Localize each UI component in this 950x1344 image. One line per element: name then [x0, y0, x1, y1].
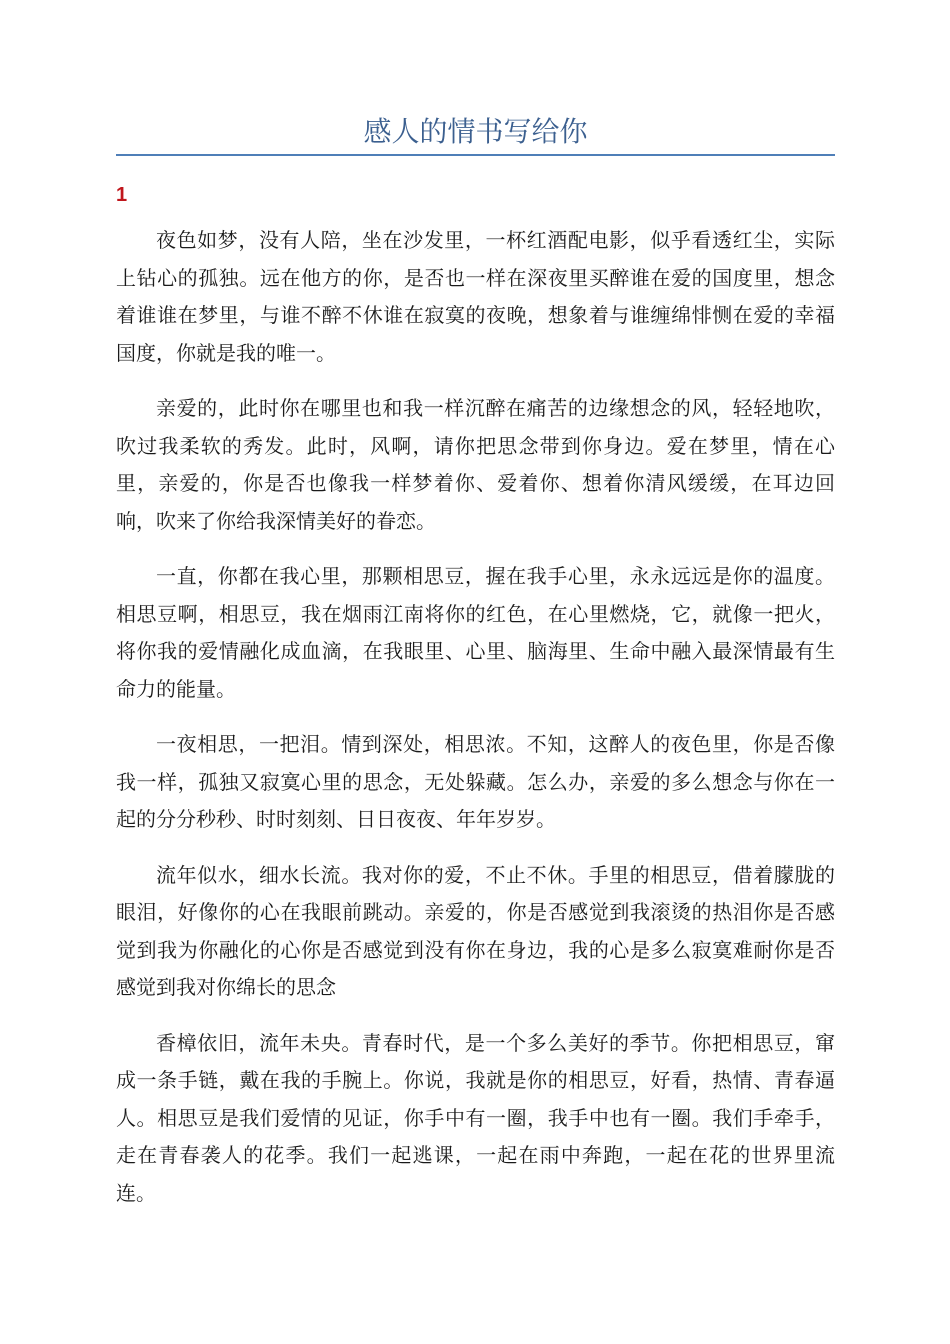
section-number: 1 — [116, 184, 128, 206]
paragraph-4: 一夜相思，一把泪。情到深处，相思浓。不知，这醉人的夜色里，你是否像我一样，孤独又寂寞心里的思念，无处躲藏。怎么办，亲爱的多么想念与你在一起的分分秒秒、时时刻刻、日日夜夜、年年岁岁。 — [116, 732, 835, 831]
document-body — [116, 222, 835, 1230]
paragraph-2: 亲爱的，此时你在哪里也和我一样沉醉在痛苦的边缘想念的风，轻轻地吹，吹过我柔软的秀发。此时，风啊，请你把思念带到你身边。爱在梦里，情在心里，亲爱的，你是否也像我一样梦着你、爱着你、想着你清风缓缓，在耳边回响，吹来了你给我深情美好的眷恋。 — [116, 396, 835, 533]
paragraph-5: 流年似水，细水长流。我对你的爱，不止不休。手里的相思豆，借着朦胧的眼泪，好像你的心在我眼前跳动。亲爱的，你是否感觉到我滚烫的热泪你是否感觉到我为你融化的心你是否感觉到没有你在身边，我的心是多么寂寞难耐你是否感觉到我对你绵长的思念 — [116, 862, 835, 999]
paragraph-3: 一直，你都在我心里，那颗相思豆，握在我手心里，永永远远是你的温度。相思豆啊，相思豆，我在烟雨江南将你的红色，在心里燃烧，它，就像一把火，将你我的爱情融化成血滴，在我眼里、心里、脑海里、生命中融入最深情最有生命力的能量。 — [116, 564, 835, 701]
paragraph-1: 夜色如梦，没有人陪，坐在沙发里，一杯红酒配电影，似乎看透红尘，实际上钻心的孤独。远在他方的你，是否也一样在深夜里买醉谁在爱的国度里，想念着谁谁在梦里，与谁不醉不休谁在寂寞的夜晚，想象着与谁缠绵悱恻在爱的幸福国度，你就是我的唯一。 — [116, 228, 835, 365]
document-title: 感人的情书写给你 — [363, 115, 588, 148]
title-underline — [116, 154, 835, 156]
paragraph-6: 香樟依旧，流年未央。青春时代，是一个多么美好的季节。你把相思豆，窜成一条手链，戴在我的手腕上。你说，我就是你的相思豆，好看，热情、青春逼人。相思豆是我们爱情的见证，你手中有一圈，我手中也有一圈。我们手牵手，走在青春袭人的花季。我们一起逃课，一起在雨中奔跑，一起在花的世界里流连。 — [116, 1030, 835, 1205]
